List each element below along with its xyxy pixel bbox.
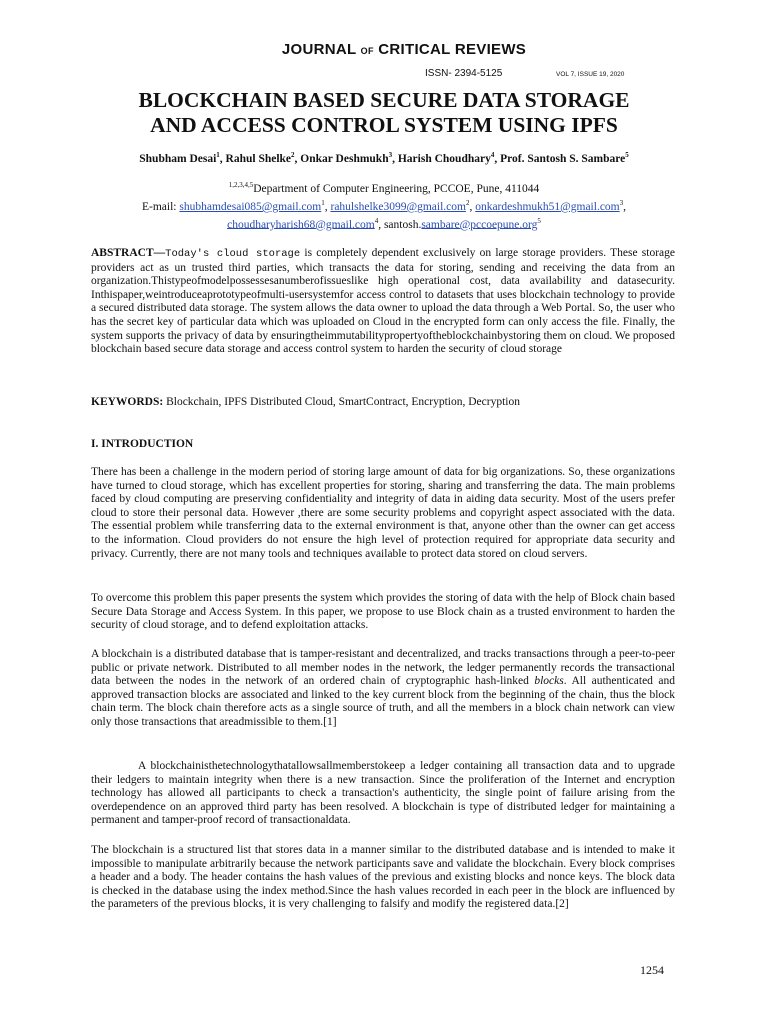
paragraph: There has been a challenge in the modern period of storing large amount of data for big organizations. So, these organizations have turned to cloud storage, which has excellent properties for storing, sharing and transferring the data. The main problems faced by cloud computing are preserving confidentiality and integrity of data in aiding data security. Most of the users prefer cloud to store their personal data. However ,there are some security problems and copyright aspect associated with the data. The essential problem while transferring data to the external environment is that, anyone other than the owner can get access to the information. Cloud providers do not ensure the high level of protection required for appropriate data security and privacy. Currently, there are not many tools and techniques available to protect data stored on cloud servers.	[91, 466, 675, 560]
paragraph: To overcome this problem this paper presents the system which provides the storing of data with the help of Block chain based Secure Data Storage and Access System. In this paper, we propose to use Block chain as a trusted environment to harden the security of cloud storage, and to defend exploitation attacks.	[91, 592, 675, 632]
email-link[interactable]: choudharyharish68@gmail.com	[227, 218, 375, 231]
issn: ISSN- 2394-5125	[425, 68, 503, 79]
journal-name: JOURNAL OF CRITICAL REVIEWS	[281, 41, 527, 58]
abstract: ABSTRACT—Today's cloud storage is completely dependent exclusively on large storage providers. These storage providers act as un trusted third parties, which transacts the data for storing, sending and receiving the data from an organization.Thistypeofmodelpossessesanumberofissueslike high operational cost, data availability and datasecurity. Inthispaper,weintroduceaprototypeofmulti-usersystemfor access control to datasets that uses blockchain technology to provide a secured distributed data storage. The system allows the data owner to upload the data through a Web Portal. So, the user who has the secret key of particular data which was uploaded on Cloud in the encrypted form can only access the file. Finally, the system supports the privacy of data by ensuringtheimmutabilitypropertyoftheblockchainbystoring them on cloud. We proposed blockchain based secure data storage and access control system to harden the security of cloud storage	[91, 247, 675, 356]
email-link[interactable]: rahulshelke3099@gmail.com	[330, 200, 466, 213]
author-list: Shubham Desai$^1$, Rahul Shelke$^2$, Onkar Deshmukh$^3$, Harish Choudhary$^4$, Prof. Santosh S. Sambare$^5$	[139, 151, 629, 165]
paper-title: BLOCKCHAIN BASED SECURE DATA STORAGE AND ACCESS CONTROL SYSTEM USING IPFS	[138, 88, 630, 137]
volume-issue: VOL 7, ISSUE 19, 2020	[556, 71, 625, 78]
author: Shubham Desai	[139, 152, 217, 165]
author: Rahul Shelke	[225, 152, 292, 165]
email-link[interactable]: onkardeshmukh51@gmail.com	[475, 200, 620, 213]
paragraph: A blockchainisthetechnologythatallowsallmemberstokeep a ledger containing all transaction data and to upgrade their ledgers to maintain integrity when there is a new transaction. Since the proliferation of the Internet and encryption technology has allowed all participants to check a transaction's authenticity, the single point of failure arising from the overdependence on an approved third party has been resolved. A blockchain is type of distributed ledger for maintaining a permanent and tamper-proof record of transactionaldata.	[91, 760, 675, 827]
author: Prof. Santosh S. Sambare	[500, 152, 626, 165]
author: Onkar Deshmukh	[300, 152, 389, 165]
section-heading: I. INTRODUCTION	[91, 438, 194, 450]
keywords: KEYWORDS: Blockchain, IPFS Distributed Cloud, SmartContract, Encryption, Decryption	[91, 396, 520, 408]
paragraph: A blockchain is a distributed database that is tamper-resistant and decentralized, and tracks transactions through a peer-to-peer public or private network. Distributed to all member nodes in the network, the ledger permanently records the transactional data between the nodes in the network of an ordered chain of cryptographic hash-linked blocks. All authenticated and approved transaction blocks are associated and linked to the key current block from the beginning of the chain, thus the block chain term. The block chain therefore acts as a single source of truth, and all the members in a block chain network can view only those transactions that areadmissible to them.[1]	[91, 648, 676, 728]
author: Harish Choudhary	[397, 152, 491, 165]
email-link[interactable]: shubhamdesai085@gmail.com	[179, 200, 322, 213]
page-number: 1254	[640, 963, 664, 977]
department: Department of Computer Engineering, PCCOE, Pune, 411044	[253, 182, 540, 195]
paragraph: The blockchain is a structured list that stores data in a manner similar to the distributed database and is intended to make it impossible to manipulate arbitrarily because the network participants save and validate the blockchain. Every block comprises a header and a body. The header contains the hash values of the previous and existing blocks and nonce keys. The block data is checked in the database using the index method.Since the hash values recorded in each peer in the block are influenced by the parameters of the previous blocks, it is very challenging to falsify and modify the registered data.[2]	[91, 844, 675, 911]
email-link[interactable]: sambare@pccoepune.org	[421, 218, 538, 231]
affiliation-block: $^{1,2,3,4,5}$Department of Computer Engineering, PCCOE, Pune, 411044 E-mail: shubhamdesai085@gmail.com$^1$, rahulshelke3099@gmail.com$^2$, onkardeshmukh51@gmail.com$^3$, choudharyharish68@gmail.com$^4$, santosh.sambare@pccoepune.org$^5$	[142, 181, 626, 231]
